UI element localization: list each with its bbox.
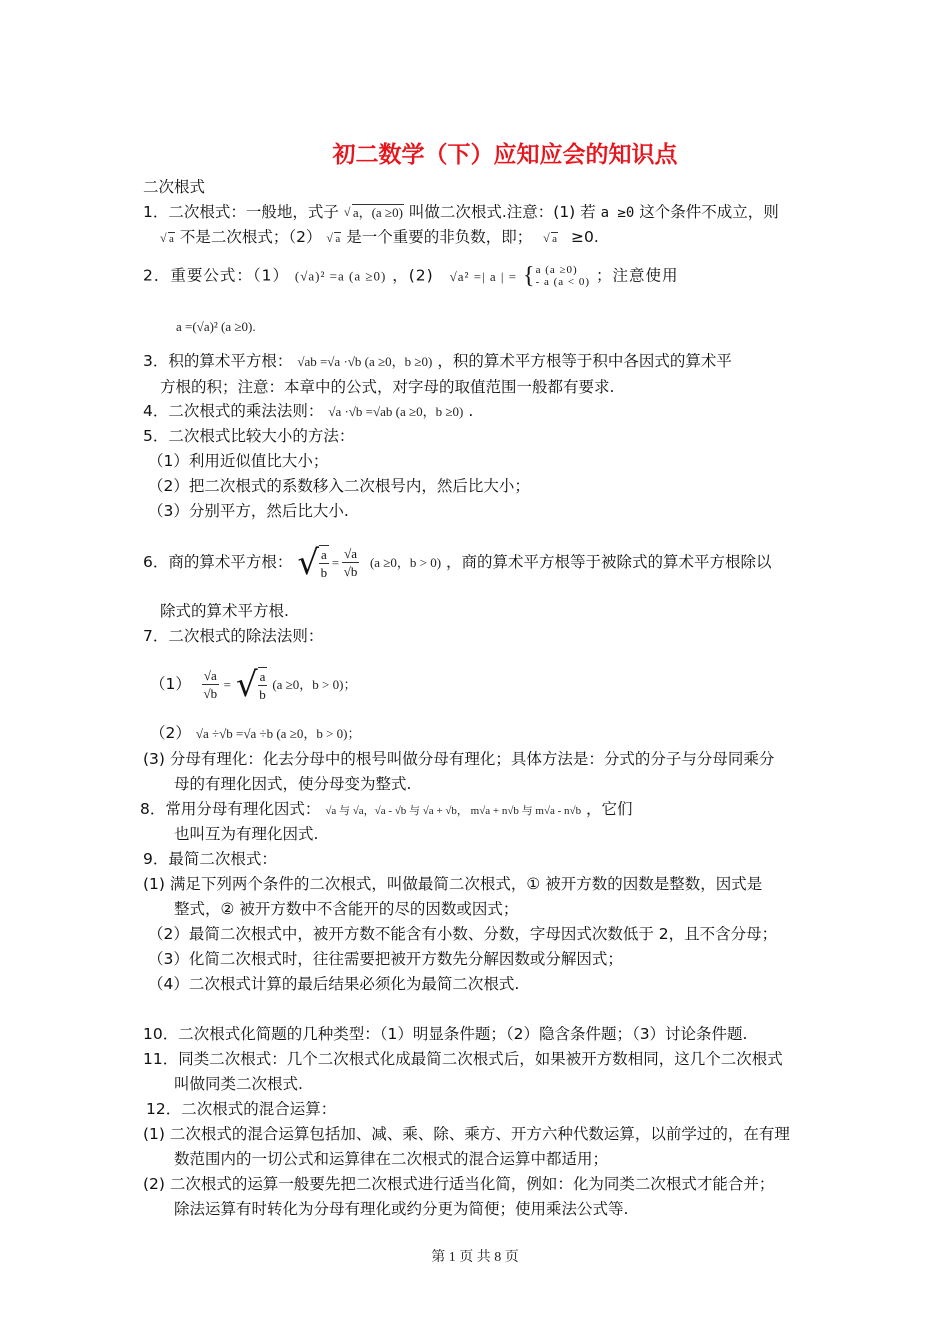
item-1-text-f: ≥0. xyxy=(571,228,599,246)
fraction-a-over-b: $\frac{a}{b}$ xyxy=(259,668,266,702)
item-7-rule-3: (3) 分母有理化：化去分母中的根号叫做分母有理化；具体方法是：分式的分子与分母同乘分 xyxy=(143,750,775,768)
case-negative: - a (a < 0) xyxy=(535,276,591,288)
case-positive: a (a ≥0) xyxy=(535,264,578,276)
page-title: 初二数学（下）应知应会的知识点 xyxy=(332,142,678,168)
item-6-condition: (a ≥0，b > 0) xyxy=(369,555,442,570)
item-4-text-b: . xyxy=(468,402,474,420)
item-9-cond-1-line-2: 整式，② 被开方数中不含能开的尽的因数或因式； xyxy=(174,900,519,918)
item-8-text-b: ，它们 xyxy=(586,800,633,818)
cases-list xyxy=(536,264,590,288)
item-1-text-a: 1．二次根式：一般地，式子 xyxy=(143,203,339,221)
item-2-line-2 xyxy=(176,315,256,338)
item-9-line: 9．最简二次根式： xyxy=(143,850,277,868)
formula-product-root: √ab =√a ·√b (a ≥0，b ≥0) xyxy=(297,354,433,369)
item-7-line: 7．二次根式的除法法则： xyxy=(143,627,324,645)
sqrt-a-symbol: √ a xyxy=(326,228,341,250)
rationalizing-factors: √a 与 √a，√a - √b 与 √a + √b， m√a + n√b 与 m√a - n√b xyxy=(325,805,582,817)
sqrt-fraction: √ $\frac{a}{b}$ xyxy=(235,664,266,705)
item-3-text-b: ，积的算术平方根等于积中各因式的算术平 xyxy=(437,352,732,370)
item-12-point-2-line-2: 除法运算有时转化为分母有理化或约分更为简便；使用乘法公式等. xyxy=(174,1200,629,1218)
item-8-line-2: 也叫互为有理化因式. xyxy=(174,825,319,843)
page-footer: 第 1 页 共 8 页 xyxy=(431,1250,519,1265)
item-6-text-a: 6．商的算术平方根： xyxy=(143,553,293,571)
formula-square-of-root: (√a)² =a (a ≥0) xyxy=(294,268,387,284)
fraction-sqrt-a-over-sqrt-b: $\frac{√a}{√b}$ xyxy=(203,668,218,701)
cases-brace: { a (a ≥0) - a (a < 0) xyxy=(523,263,591,289)
item-12-line: 12．二次根式的混合运算： xyxy=(146,1100,337,1118)
item-7-rule-1-condition: (a ≥0，b > 0)； xyxy=(272,677,357,692)
item-1-line xyxy=(143,201,779,224)
item-10-line: 10．二次根式化简题的几种类型：（1）明显条件题；（2）隐含条件题；（3）讨论条件题. xyxy=(143,1025,748,1043)
sqrt-a-symbol: √ a xyxy=(160,228,175,250)
item-9-cond-1: (1) 满足下列两个条件的二次根式，叫做最简二次根式，① 被开方数的因数是整数，因式是 xyxy=(143,875,763,893)
item-1-cond: a ≥0 xyxy=(600,205,635,221)
sqrt-a-expr xyxy=(344,202,404,224)
item-2-text-b: ，(2) xyxy=(392,266,434,285)
formula-division-rule: √a ÷√b =√a ÷b (a ≥0，b > 0)； xyxy=(195,726,361,741)
item-5-method-3: （3）分别平方，然后比大小. xyxy=(148,502,349,520)
item-7-rule-2 xyxy=(150,722,361,745)
item-6-text-b: ，商的算术平方根等于被除式的算术平方根除以 xyxy=(446,553,772,571)
item-1-line-2 xyxy=(160,226,599,250)
item-11-line-2: 叫做同类二次根式. xyxy=(174,1075,303,1093)
formula-root-of-square: √a² =| a | = xyxy=(449,268,518,284)
item-12-point-2: (2) 二次根式的运算一般要先把二次根式进行适当化简，例如：化为同类二次根式才能合并； xyxy=(143,1175,775,1193)
formula-multiplication-rule: √a ·√b =√ab (a ≥0，b ≥0) xyxy=(328,404,464,419)
item-11-line: 11．同类二次根式：几个二次根式化成最简二次根式后，如果被开方数相同，这几个二次根式 xyxy=(143,1050,783,1068)
item-3-line-2: 方根的积；注意：本章中的公式，对字母的取值范围一般都有要求. xyxy=(160,378,615,396)
item-8-text-a: 8．常用分母有理化因式： xyxy=(140,800,321,818)
item-6-line xyxy=(143,540,772,585)
item-12-point-1: (1) 二次根式的混合运算包括加、减、乘、除、乘方、开方六种代数运算，以前学过的，在有理 xyxy=(143,1125,790,1143)
item-4-line xyxy=(143,400,473,423)
quotient-root-formula: √ $\frac{a}{b}$ = $\frac{√a}{√b}$ xyxy=(297,542,358,583)
item-4-text-a: 4．二次根式的乘法法则： xyxy=(143,402,324,420)
item-5-line: 5．二次根式比较大小的方法： xyxy=(143,427,355,445)
item-2-text-a: 2．重要公式：（1） xyxy=(143,266,289,285)
item-2-text-c: ；注意使用 xyxy=(595,266,679,285)
item-5-method-1: （1）利用近似值比大小； xyxy=(148,452,329,470)
item-9-cond-2: （2）最简二次根式中，被开方数不能含有小数、分数，字母因式次数低于 2，且不含分母； xyxy=(148,925,778,943)
item-1-text-b: 叫做二次根式.注意：(1) 若 xyxy=(408,203,596,221)
section-heading: 二次根式 xyxy=(143,178,206,196)
item-7-rule-1: （1） $\frac{√a}{√b}$ = √ $\frac{a}{b}$ (a ≥0，b > 0)； xyxy=(150,664,357,705)
fraction-sqrt-a-over-sqrt-b: $\frac{√a}{√b}$ xyxy=(343,546,358,579)
sqrt-a-symbol: √ a xyxy=(543,228,558,250)
item-3-text-a: 3．积的算术平方根： xyxy=(143,352,293,370)
item-5-method-2: （2）把二次根式的系数移入二次根号内，然后比大小； xyxy=(148,477,530,495)
item-7-rule-1-label: （1） xyxy=(150,675,191,693)
item-6-line-2: 除式的算术平方根. xyxy=(160,602,289,620)
item-9-cond-4: （4）二次根式计算的最后结果必须化为最简二次根式. xyxy=(148,975,520,993)
formula-a-equals: a =(√a)² (a ≥0). xyxy=(176,319,256,334)
item-1-text-d: 不是二次根式；（2） xyxy=(179,228,322,246)
item-12-point-1-line-2: 数范围内的一切公式和运算律在二次根式的混合运算中都适用； xyxy=(174,1150,609,1168)
item-7-rule-2-label: （2） xyxy=(150,724,191,742)
item-1-text-e: 是一个重要的非负数，即； xyxy=(346,228,533,246)
item-9-cond-3: （3）化简二次根式时，往往需要把被开方数先分解因数或分解因式； xyxy=(148,950,623,968)
item-1-text-c: 这个条件不成立，则 xyxy=(639,203,779,221)
item-7-rule-3-line-2: 母的有理化因式，使分母变为整式. xyxy=(174,775,412,793)
sqrt-a-expr-text: a，(a ≥0) xyxy=(352,205,403,220)
item-3-line xyxy=(143,350,732,373)
item-2-line xyxy=(143,262,678,290)
item-8-line xyxy=(140,798,633,822)
fraction-a-over-b: $\frac{a}{b}$ xyxy=(320,546,328,580)
